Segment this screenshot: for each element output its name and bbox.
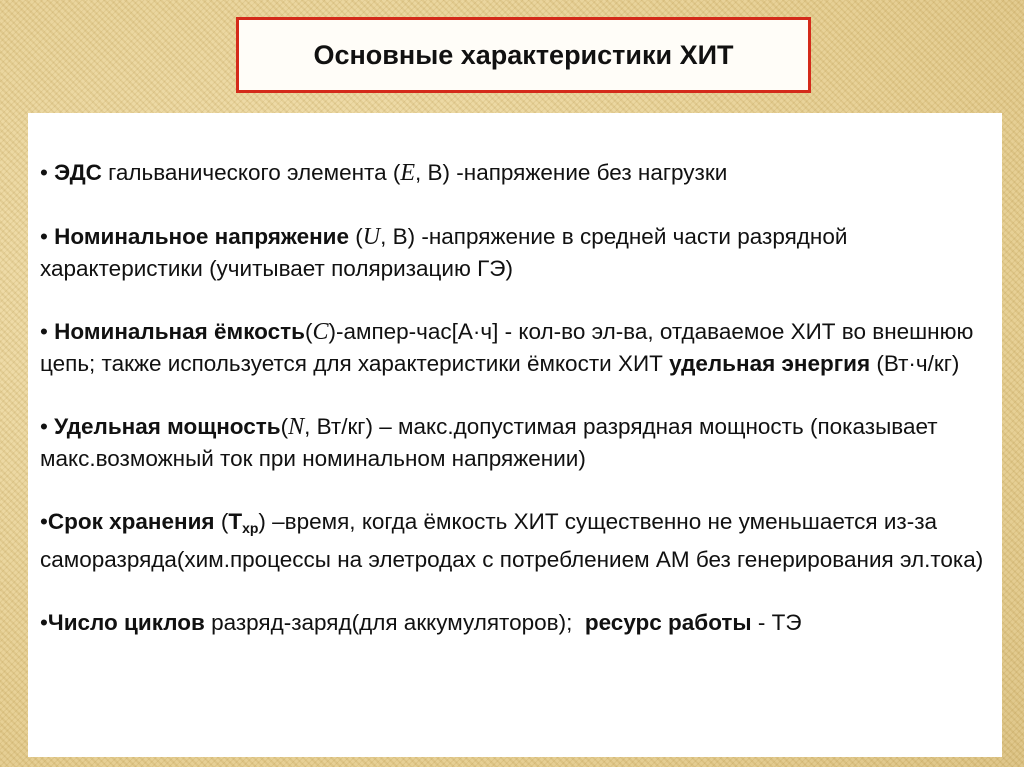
list-item-shelf-life <box>40 506 990 575</box>
symbol-u: U <box>362 224 381 250</box>
item-text: ) –время, когда ёмкость ХИТ существенно не уменьшается из-за саморазряда(хим.процессы на элетродах с потреблением АМ без генерирования эл.тока) <box>40 509 984 572</box>
term-shelf-life: Срок хранения <box>47 509 215 534</box>
item-text: разряд-заряд(для аккумуляторов); <box>204 610 585 635</box>
item-text: , Вт/кг) – макс.допустимая разрядная мощность (показывает макс.возможный ток при номинальном напряжении) <box>40 414 938 471</box>
item-text: ( <box>280 414 289 439</box>
term-emf: ЭДС <box>54 160 102 185</box>
list-item-cycles <box>40 607 990 638</box>
list-item-nominal-capacity <box>40 316 990 379</box>
item-text: - ТЭ <box>751 610 802 635</box>
slide-title-box <box>236 17 811 93</box>
item-text: гальванического элемента ( <box>101 160 401 185</box>
list-item-nominal-voltage <box>40 221 990 284</box>
list-item-specific-power <box>40 411 990 474</box>
item-text: (Вт·ч/кг) <box>870 351 960 376</box>
term-specific-energy: удельная энергия <box>669 351 871 376</box>
content-panel <box>28 113 1002 757</box>
bullet: • <box>40 509 48 534</box>
item-text: , В) -напряжение в средней части разрядной характеристики (учитывает поляризацию ГЭ) <box>40 224 848 281</box>
term-nominal-voltage: Номинальное напряжение <box>54 224 350 249</box>
bullet: • <box>40 224 48 249</box>
item-text: )-ампер-час[А·ч] - кол-во эл-ва, отдаваемое ХИТ во внешнюю цепь; также используется для характеристики ёмкости ХИТ <box>40 319 974 376</box>
symbol-e: E <box>400 160 416 186</box>
list-item-emf <box>40 157 990 189</box>
item-text: ( <box>214 509 229 534</box>
term-nominal-capacity: Номинальная ёмкость <box>54 319 305 344</box>
symbol-c: C <box>312 319 329 345</box>
bullet: • <box>40 160 48 185</box>
bullet: • <box>40 610 48 635</box>
symbol-t: Т <box>228 509 243 534</box>
slide-title: Основные характеристики ХИТ <box>313 39 734 70</box>
bullet: • <box>40 319 48 344</box>
term-service-life: ресурс работы <box>584 610 752 635</box>
symbol-t-subscript: хр <box>242 520 259 536</box>
item-text: , В) -напряжение без нагрузки <box>415 160 728 185</box>
term-cycle-count: Число циклов <box>47 610 205 635</box>
bullet: • <box>40 414 48 439</box>
symbol-n: N <box>288 414 305 440</box>
item-text: ( <box>304 319 313 344</box>
term-specific-power: Удельная мощность <box>54 414 281 439</box>
item-text: ( <box>349 224 363 249</box>
